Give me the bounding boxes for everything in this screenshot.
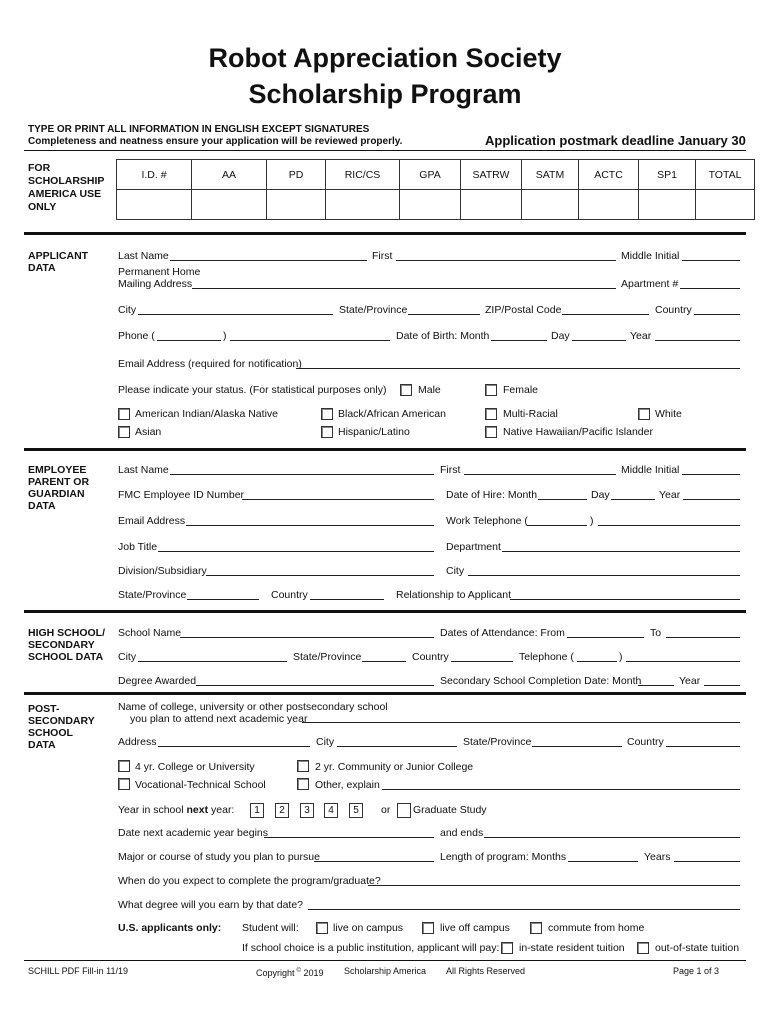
hire-day-label: Day xyxy=(591,489,610,501)
emp-first-field[interactable] xyxy=(464,474,616,475)
country-label: Country xyxy=(655,304,692,316)
male-checkbox[interactable] xyxy=(400,384,412,396)
male-label: Male xyxy=(418,384,441,396)
emp-last-name-field[interactable] xyxy=(170,474,434,475)
emp-state-label: State/Province xyxy=(118,589,187,601)
in-state-checkbox[interactable] xyxy=(501,942,513,954)
school-name-label: School Name xyxy=(118,627,182,639)
instructions-line-2: Completeness and neatness ensure your application will be reviewed properly. xyxy=(28,136,403,147)
copyright-year: 2019 xyxy=(300,968,324,978)
section-divider xyxy=(24,232,746,235)
date-begins-field[interactable] xyxy=(264,837,434,838)
other-checkbox[interactable] xyxy=(297,778,309,790)
job-title-label: Job Title xyxy=(118,541,158,553)
code-gpa: GPA xyxy=(400,160,461,190)
year-label-next: next xyxy=(186,804,209,816)
date-begins-label: Date next academic year begins xyxy=(118,827,268,839)
email-field[interactable] xyxy=(296,368,740,369)
deadline: Application postmark deadline January 30 xyxy=(485,133,746,148)
degree-awarded-label: Degree Awarded xyxy=(118,675,197,687)
complete-label: When do you expect to complete the program/graduate? xyxy=(118,875,381,887)
divider xyxy=(24,150,746,151)
phone-area-field[interactable] xyxy=(157,340,221,341)
permanent-home-label: Permanent Home xyxy=(118,266,201,278)
hs-country-field[interactable] xyxy=(451,661,513,662)
cell[interactable] xyxy=(696,190,755,220)
footer-divider xyxy=(24,960,746,961)
dob-day-label: Day xyxy=(551,330,570,342)
school-name-field[interactable] xyxy=(180,637,434,638)
dob-year-field[interactable] xyxy=(655,340,740,341)
native-american-checkbox[interactable] xyxy=(118,408,130,420)
cell[interactable] xyxy=(461,190,522,220)
graduate-box[interactable] xyxy=(397,803,411,818)
job-title-field[interactable] xyxy=(158,551,434,552)
title-line-2: Scholarship Program xyxy=(248,79,522,109)
year-in-school-label xyxy=(118,804,234,816)
applicant-section-label: APPLICANT DATA xyxy=(28,250,89,274)
code-ric: RIC/CS xyxy=(326,160,400,190)
copyright xyxy=(256,965,323,979)
length-years-field[interactable] xyxy=(674,861,740,862)
vocational-label: Vocational-Technical School xyxy=(135,779,266,791)
attendance-from-field[interactable] xyxy=(567,637,644,638)
code-sp1: SP1 xyxy=(639,160,696,190)
ps-country-label: Country xyxy=(627,736,664,748)
status-prompt: Please indicate your status. (For statistical purposes only) xyxy=(118,384,387,396)
year-5-box[interactable]: 5 xyxy=(349,803,363,818)
last-name-label: Last Name xyxy=(118,250,169,262)
multiracial-checkbox[interactable] xyxy=(485,408,497,420)
hs-telephone-close: ) xyxy=(619,651,623,663)
cell[interactable] xyxy=(326,190,400,220)
black-label: Black/African American xyxy=(338,408,446,420)
form-title xyxy=(0,40,770,112)
other-label: Other, explain xyxy=(315,779,380,791)
emp-state-field[interactable] xyxy=(187,599,259,600)
ps-city-label: City xyxy=(316,736,335,748)
rights: All Rights Reserved xyxy=(446,966,526,976)
public-institution-label: If school choice is a public institution, applicant will pay: xyxy=(242,942,500,954)
college-name-label-2: you plan to attend next academic year xyxy=(130,713,308,725)
cell[interactable] xyxy=(639,190,696,220)
code-pd: PD xyxy=(267,160,326,190)
cell[interactable] xyxy=(400,190,461,220)
copyright-symbol: © xyxy=(296,968,301,974)
female-label: Female xyxy=(503,384,539,396)
year-2-box[interactable]: 2 xyxy=(275,803,289,818)
ps-address-field[interactable] xyxy=(158,746,310,747)
asian-checkbox[interactable] xyxy=(118,426,130,438)
hire-date-label: Date of Hire: Month xyxy=(446,489,538,501)
work-phone-area-field[interactable] xyxy=(527,525,587,526)
zip-field[interactable] xyxy=(562,314,649,315)
ps-city-field[interactable] xyxy=(337,746,457,747)
major-label: Major or course of study you plan to pursue xyxy=(118,851,320,863)
student-will-label: Student will: xyxy=(242,922,299,934)
email-label: Email Address (required for notification) xyxy=(118,358,302,370)
dob-day-field[interactable] xyxy=(572,340,626,341)
department-label: Department xyxy=(446,541,501,553)
section-divider xyxy=(24,692,746,695)
graduate-label: Graduate Study xyxy=(413,804,487,816)
cell[interactable] xyxy=(117,190,192,220)
completion-year-label: Year xyxy=(679,675,701,687)
attendance-to-label: To xyxy=(650,627,662,639)
code-actc: ACTC xyxy=(579,160,639,190)
emp-last-name-label: Last Name xyxy=(118,464,169,476)
hs-telephone-label: Telephone ( xyxy=(519,651,574,663)
pacific-islander-label: Native Hawaiian/Pacific Islander xyxy=(503,426,653,438)
phone-close: ) xyxy=(223,330,227,342)
mailing-address-label: Mailing Address xyxy=(118,278,193,290)
copyright-word: Copyright xyxy=(256,968,295,978)
division-field[interactable] xyxy=(206,575,434,576)
hs-state-label: State/Province xyxy=(293,651,362,663)
code-id: I.D. # xyxy=(117,160,192,190)
title-line-1: Robot Appreciation Society xyxy=(208,43,562,73)
code-aa: AA xyxy=(192,160,267,190)
major-field[interactable] xyxy=(314,861,434,862)
hire-year-field[interactable] xyxy=(683,499,740,500)
commute-checkbox[interactable] xyxy=(530,922,542,934)
hispanic-checkbox[interactable] xyxy=(321,426,333,438)
phone-label: Phone ( xyxy=(118,330,155,342)
us-applicants-label: U.S. applicants only: xyxy=(118,922,222,934)
year-label-start: Year in school xyxy=(118,804,187,816)
hs-telephone-field[interactable] xyxy=(626,661,740,662)
emp-middle-label: Middle Initial xyxy=(621,464,680,476)
work-phone-label: Work Telephone ( xyxy=(446,515,528,527)
form-id: SCHILL PDF Fill-in 11/19 xyxy=(28,966,129,976)
mailing-address-field[interactable] xyxy=(192,288,616,289)
ps-country-field[interactable] xyxy=(666,746,740,747)
dob-year-label: Year xyxy=(630,330,652,342)
degree-earn-field[interactable] xyxy=(308,909,740,910)
apartment-field[interactable] xyxy=(680,288,740,289)
four-year-checkbox[interactable] xyxy=(118,760,130,772)
office-use-table xyxy=(116,159,755,220)
phone-field[interactable] xyxy=(230,340,390,341)
work-phone-field[interactable] xyxy=(598,525,740,526)
department-field[interactable] xyxy=(502,551,740,552)
degree-earn-label: What degree will you earn by that date? xyxy=(118,899,304,911)
middle-initial-field[interactable] xyxy=(682,260,740,261)
hispanic-label: Hispanic/Latino xyxy=(338,426,410,438)
ps-address-label: Address xyxy=(118,736,157,748)
in-state-label: in-state resident tuition xyxy=(519,942,625,954)
year-label-end: year: xyxy=(208,804,235,816)
length-months-field[interactable] xyxy=(568,861,638,862)
black-checkbox[interactable] xyxy=(321,408,333,420)
emp-middle-field[interactable] xyxy=(682,474,740,475)
employee-section-label: EMPLOYEE PARENT OR GUARDIAN DATA xyxy=(28,464,90,512)
year-1-box[interactable]: 1 xyxy=(250,803,264,818)
relationship-label: Relationship to Applicant xyxy=(396,589,511,601)
hs-city-label: City xyxy=(118,651,137,663)
multiracial-label: Multi-Racial xyxy=(503,408,558,420)
hs-telephone-area-field[interactable] xyxy=(577,661,617,662)
relationship-field[interactable] xyxy=(510,599,740,600)
work-phone-close: ) xyxy=(590,515,594,527)
organization: Scholarship America xyxy=(344,966,427,976)
hire-year-label: Year xyxy=(659,489,681,501)
emp-city-field[interactable] xyxy=(468,575,740,576)
four-year-label: 4 yr. College or University xyxy=(135,761,255,773)
vocational-checkbox[interactable] xyxy=(118,778,130,790)
office-use-label: FOR SCHOLARSHIP AMERICA USE ONLY xyxy=(28,162,105,213)
country-field[interactable] xyxy=(694,314,740,315)
hire-day-field[interactable] xyxy=(611,499,655,500)
year-3-box[interactable]: 3 xyxy=(300,803,314,818)
high-school-section-label: HIGH SCHOOL/ SECONDARY SCHOOL DATA xyxy=(28,627,106,663)
white-checkbox[interactable] xyxy=(638,408,650,420)
emp-country-field[interactable] xyxy=(310,599,384,600)
middle-initial-label: Middle Initial xyxy=(621,250,680,262)
emp-email-label: Email Address xyxy=(118,515,186,527)
code-satm: SATM xyxy=(522,160,579,190)
cell[interactable] xyxy=(192,190,267,220)
code-total: TOTAL xyxy=(696,160,755,190)
commute-label: commute from home xyxy=(548,922,645,934)
length-years-label: Years xyxy=(644,851,671,863)
two-year-checkbox[interactable] xyxy=(297,760,309,772)
completion-year-field[interactable] xyxy=(704,685,740,686)
zip-label: ZIP/Postal Code xyxy=(485,304,562,316)
live-off-campus-checkbox[interactable] xyxy=(422,922,434,934)
state-field[interactable] xyxy=(408,314,480,315)
or-label: or xyxy=(381,804,391,816)
other-explain-field[interactable] xyxy=(382,789,740,790)
complete-field[interactable] xyxy=(368,885,740,886)
fmc-id-label: FMC Employee ID Number xyxy=(118,489,245,501)
emp-city-label: City xyxy=(446,565,465,577)
hs-city-field[interactable] xyxy=(138,661,287,662)
fmc-id-field[interactable] xyxy=(242,499,434,500)
completion-date-label: Secondary School Completion Date: Month xyxy=(440,675,642,687)
length-months-label: Length of program: Months xyxy=(440,851,567,863)
last-name-field[interactable] xyxy=(170,260,367,261)
first-name-field[interactable] xyxy=(396,260,616,261)
section-divider xyxy=(24,448,746,451)
emp-first-label: First xyxy=(440,464,461,476)
year-4-box[interactable]: 4 xyxy=(324,803,338,818)
instructions-line-1: TYPE OR PRINT ALL INFORMATION IN ENGLISH EXCEPT SIGNATURES xyxy=(28,124,370,135)
hire-month-field[interactable] xyxy=(538,499,587,500)
white-label: White xyxy=(655,408,682,420)
city-field[interactable] xyxy=(138,314,333,315)
hs-country-label: Country xyxy=(412,651,449,663)
live-on-campus-checkbox[interactable] xyxy=(316,922,328,934)
native-american-label: American Indian/Alaska Native xyxy=(135,408,278,420)
out-of-state-label: out-of-state tuition xyxy=(655,942,740,954)
female-checkbox[interactable] xyxy=(485,384,497,396)
ps-state-field[interactable] xyxy=(532,746,622,747)
completion-month-field[interactable] xyxy=(638,685,674,686)
cell[interactable] xyxy=(267,190,326,220)
dob-label: Date of Birth: Month xyxy=(396,330,490,342)
dob-month-field[interactable] xyxy=(491,340,547,341)
date-ends-label: and ends xyxy=(440,827,484,839)
emp-country-label: Country xyxy=(271,589,308,601)
state-label: State/Province xyxy=(339,304,408,316)
date-ends-field[interactable] xyxy=(484,837,740,838)
two-year-label: 2 yr. Community or Junior College xyxy=(315,761,474,773)
pacific-islander-checkbox[interactable] xyxy=(485,426,497,438)
live-on-campus-label: live on campus xyxy=(333,922,404,934)
attendance-to-field[interactable] xyxy=(666,637,740,638)
college-name-label-1: Name of college, university or other postsecondary school xyxy=(118,701,388,713)
emp-email-field[interactable] xyxy=(186,525,434,526)
live-off-campus-label: live off campus xyxy=(440,922,510,934)
post-secondary-section-label: POST- SECONDARY SCHOOL DATA xyxy=(28,703,95,751)
cell[interactable] xyxy=(579,190,639,220)
first-name-label: First xyxy=(372,250,393,262)
apartment-label: Apartment # xyxy=(621,278,679,290)
page-number: Page 1 of 3 xyxy=(673,966,720,976)
college-name-field[interactable] xyxy=(302,722,740,723)
code-satrw: SATRW xyxy=(461,160,522,190)
section-divider xyxy=(24,610,746,613)
ps-state-label: State/Province xyxy=(463,736,532,748)
cell[interactable] xyxy=(522,190,579,220)
asian-label: Asian xyxy=(135,426,162,438)
out-of-state-checkbox[interactable] xyxy=(637,942,649,954)
division-label: Division/Subsidiary xyxy=(118,565,207,577)
hs-state-field[interactable] xyxy=(362,661,406,662)
city-label: City xyxy=(118,304,137,316)
attendance-from-label: Dates of Attendance: From xyxy=(440,627,565,639)
degree-awarded-field[interactable] xyxy=(196,685,434,686)
